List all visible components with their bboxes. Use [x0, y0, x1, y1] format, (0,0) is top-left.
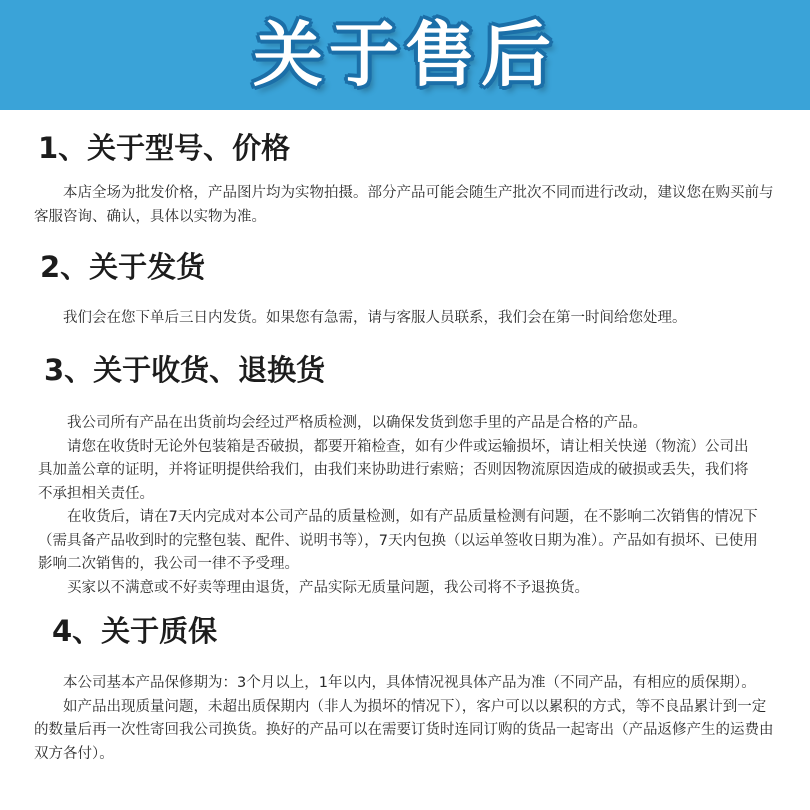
header-banner [0, 0, 810, 110]
paragraph: 我们会在您下单后三日内发货。如果您有急需，请与客服人员联系，我们会在第一时间给您处理。 [63, 310, 687, 326]
paragraph: 本店全场为批发价格，产品图片均为实物拍摄。部分产品可能会随生产批次不同而进行改动，建议您在购买前与客服咨询、确认，具体以实物为准。 [34, 185, 774, 225]
paragraph: 如产品出现质量问题，未超出质保期内（非人为损坏的情况下），客户可以以累积的方式，等不良品累计到一定的数量后再一次性寄回我公司换货。换好的产品可以在需要订货时连同订购的货品一起寄出（产品返修产生的运费由双方各付）。 [34, 698, 774, 762]
section-body-receiving-returns [38, 412, 758, 600]
section-heading-warranty: 4、关于质保 [52, 614, 218, 648]
paragraph: 本公司基本产品保修期为：3个月以上，1年以内，具体情况视具体产品为准（不同产品，有相应的质保期）。 [63, 675, 756, 691]
paragraph: 我公司所有产品在出货前均会经过严格质检测，以确保发货到您手里的产品是合格的产品。 [67, 415, 647, 431]
section-heading-model-price: 1、关于型号、价格 [38, 131, 291, 165]
paragraph: 请您在收货时无论外包装箱是否破损，都要开箱检查，如有少件或运输损坏，请让相关快递（物流）公司出具加盖公章的证明，并将证明提供给我们，由我们来协助进行索赔；否则因物流原因造成的破损或丢失，我们将不承担相关责任。 [38, 438, 749, 502]
page-title: 关于售后 [253, 14, 557, 96]
section-body-model-price [34, 182, 774, 229]
section-heading-receiving-returns: 3、关于收货、退换货 [44, 353, 326, 387]
paragraph: 买家以不满意或不好卖等理由退货，产品实际无质量问题，我公司将不予退换货。 [67, 579, 589, 596]
section-body-shipping [34, 307, 774, 331]
paragraph: 在收货后，请在7天内完成对本公司产品的质量检测，如有产品质量检测有问题，在不影响二次销售的情况下（需具备产品收到时的完整包装、配件、说明书等），7天内包换（以运单签收日期为准）。产品如有损坏、已使用影响二次销售的，我公司一律不予受理。 [38, 509, 758, 572]
section-heading-shipping: 2、关于发货 [40, 250, 206, 284]
section-body-warranty [34, 672, 779, 766]
